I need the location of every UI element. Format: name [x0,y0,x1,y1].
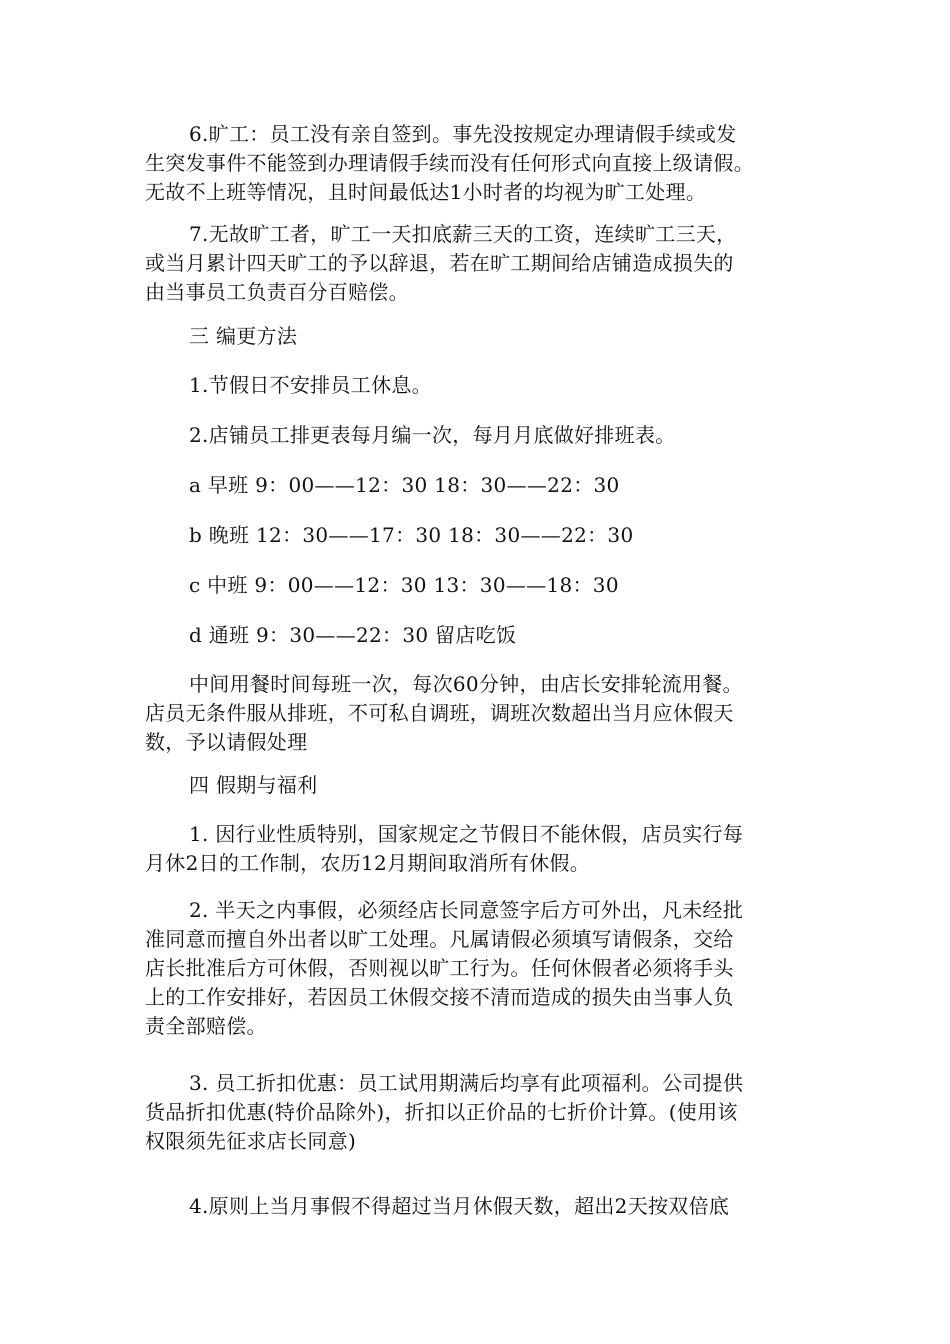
text-line: 中间用餐时间每班一次，每次60分钟，由店长安排轮流用餐。 [189,672,743,696]
paragraph-absenteeism-definition [145,120,805,207]
paragraph-absenteeism-penalty [145,220,805,307]
list-item: 1.节假日不安排员工休息。 [189,373,432,397]
paragraph-holiday-policy [145,820,805,878]
section-heading-leave-benefits: 四 假期与福利 [189,773,318,797]
text-line: 6.旷工：员工没有亲自签到。事先没按规定办理请假手续或发 [189,122,737,146]
text-line: 责全部赔偿。 [145,1014,267,1038]
text-line: 准同意而擅自外出者以旷工处理。凡属请假必须填写请假条，交给 [145,927,734,951]
text-line: 无故不上班等情况，且时间最低达1小时者的均视为旷工处理。 [145,180,707,204]
section-heading-scheduling: 三 编更方法 [189,324,298,348]
shift-evening: b 晚班 12：30——17：30 18：30——22：30 [189,523,634,547]
list-item: 2.店铺员工排更表每月编一次，每月月底做好排班表。 [189,423,676,447]
text-line: 3. 员工折扣优惠：员工试用期满后均享有此项福利。公司提供 [189,1071,744,1095]
shift-middle: c 中班 9：00——12：30 13：30——18：30 [189,573,619,597]
text-line: 店员无条件服从排班，不可私自调班，调班次数超出当月应休假天 [145,701,734,725]
text-line: 月休2日的工作制，农历12月期间取消所有休假。 [145,851,591,875]
text-line: 1. 因行业性质特别，国家规定之节假日不能休假，店员实行每 [189,822,744,846]
text-line: 上的工作安排好，若因员工休假交接不清而造成的损失由当事人负 [145,985,734,1009]
text-line: 由当事员工负责百分百赔偿。 [145,280,409,304]
paragraph-employee-discount [145,1069,805,1156]
text-line: 4.原则上当月事假不得超过当月休假天数，超出2天按双倍底 [189,1194,730,1218]
shift-morning: a 早班 9：00——12：30 18：30——22：30 [189,473,620,497]
text-line: 数，予以请假处理 [145,730,308,754]
text-line: 货品折扣优惠(特价品除外)，折扣以正价品的七折价计算。(使用该 [145,1100,738,1124]
paragraph-personal-leave-limit [145,1192,805,1221]
text-line: 店长批准后方可休假，否则视以旷工行为。任何休假者必须将手头 [145,956,734,980]
text-line: 7.无故旷工者，旷工一天扣底薪三天的工资，连续旷工三天， [189,222,737,246]
paragraph-meal-time [145,670,805,757]
paragraph-leave-approval [145,896,805,1041]
text-line: 2. 半天之内事假，必须经店长同意签字后方可外出，凡未经批 [189,898,744,922]
shift-full: d 通班 9：30——22：30 留店吃饭 [189,623,517,647]
text-line: 或当月累计四天旷工的予以辞退，若在旷工期间给店铺造成损失的 [145,251,734,275]
text-line: 权限须先征求店长同意) [145,1129,357,1153]
text-line: 生突发事件不能签到办理请假手续而没有任何形式向直接上级请假。 [145,151,754,175]
